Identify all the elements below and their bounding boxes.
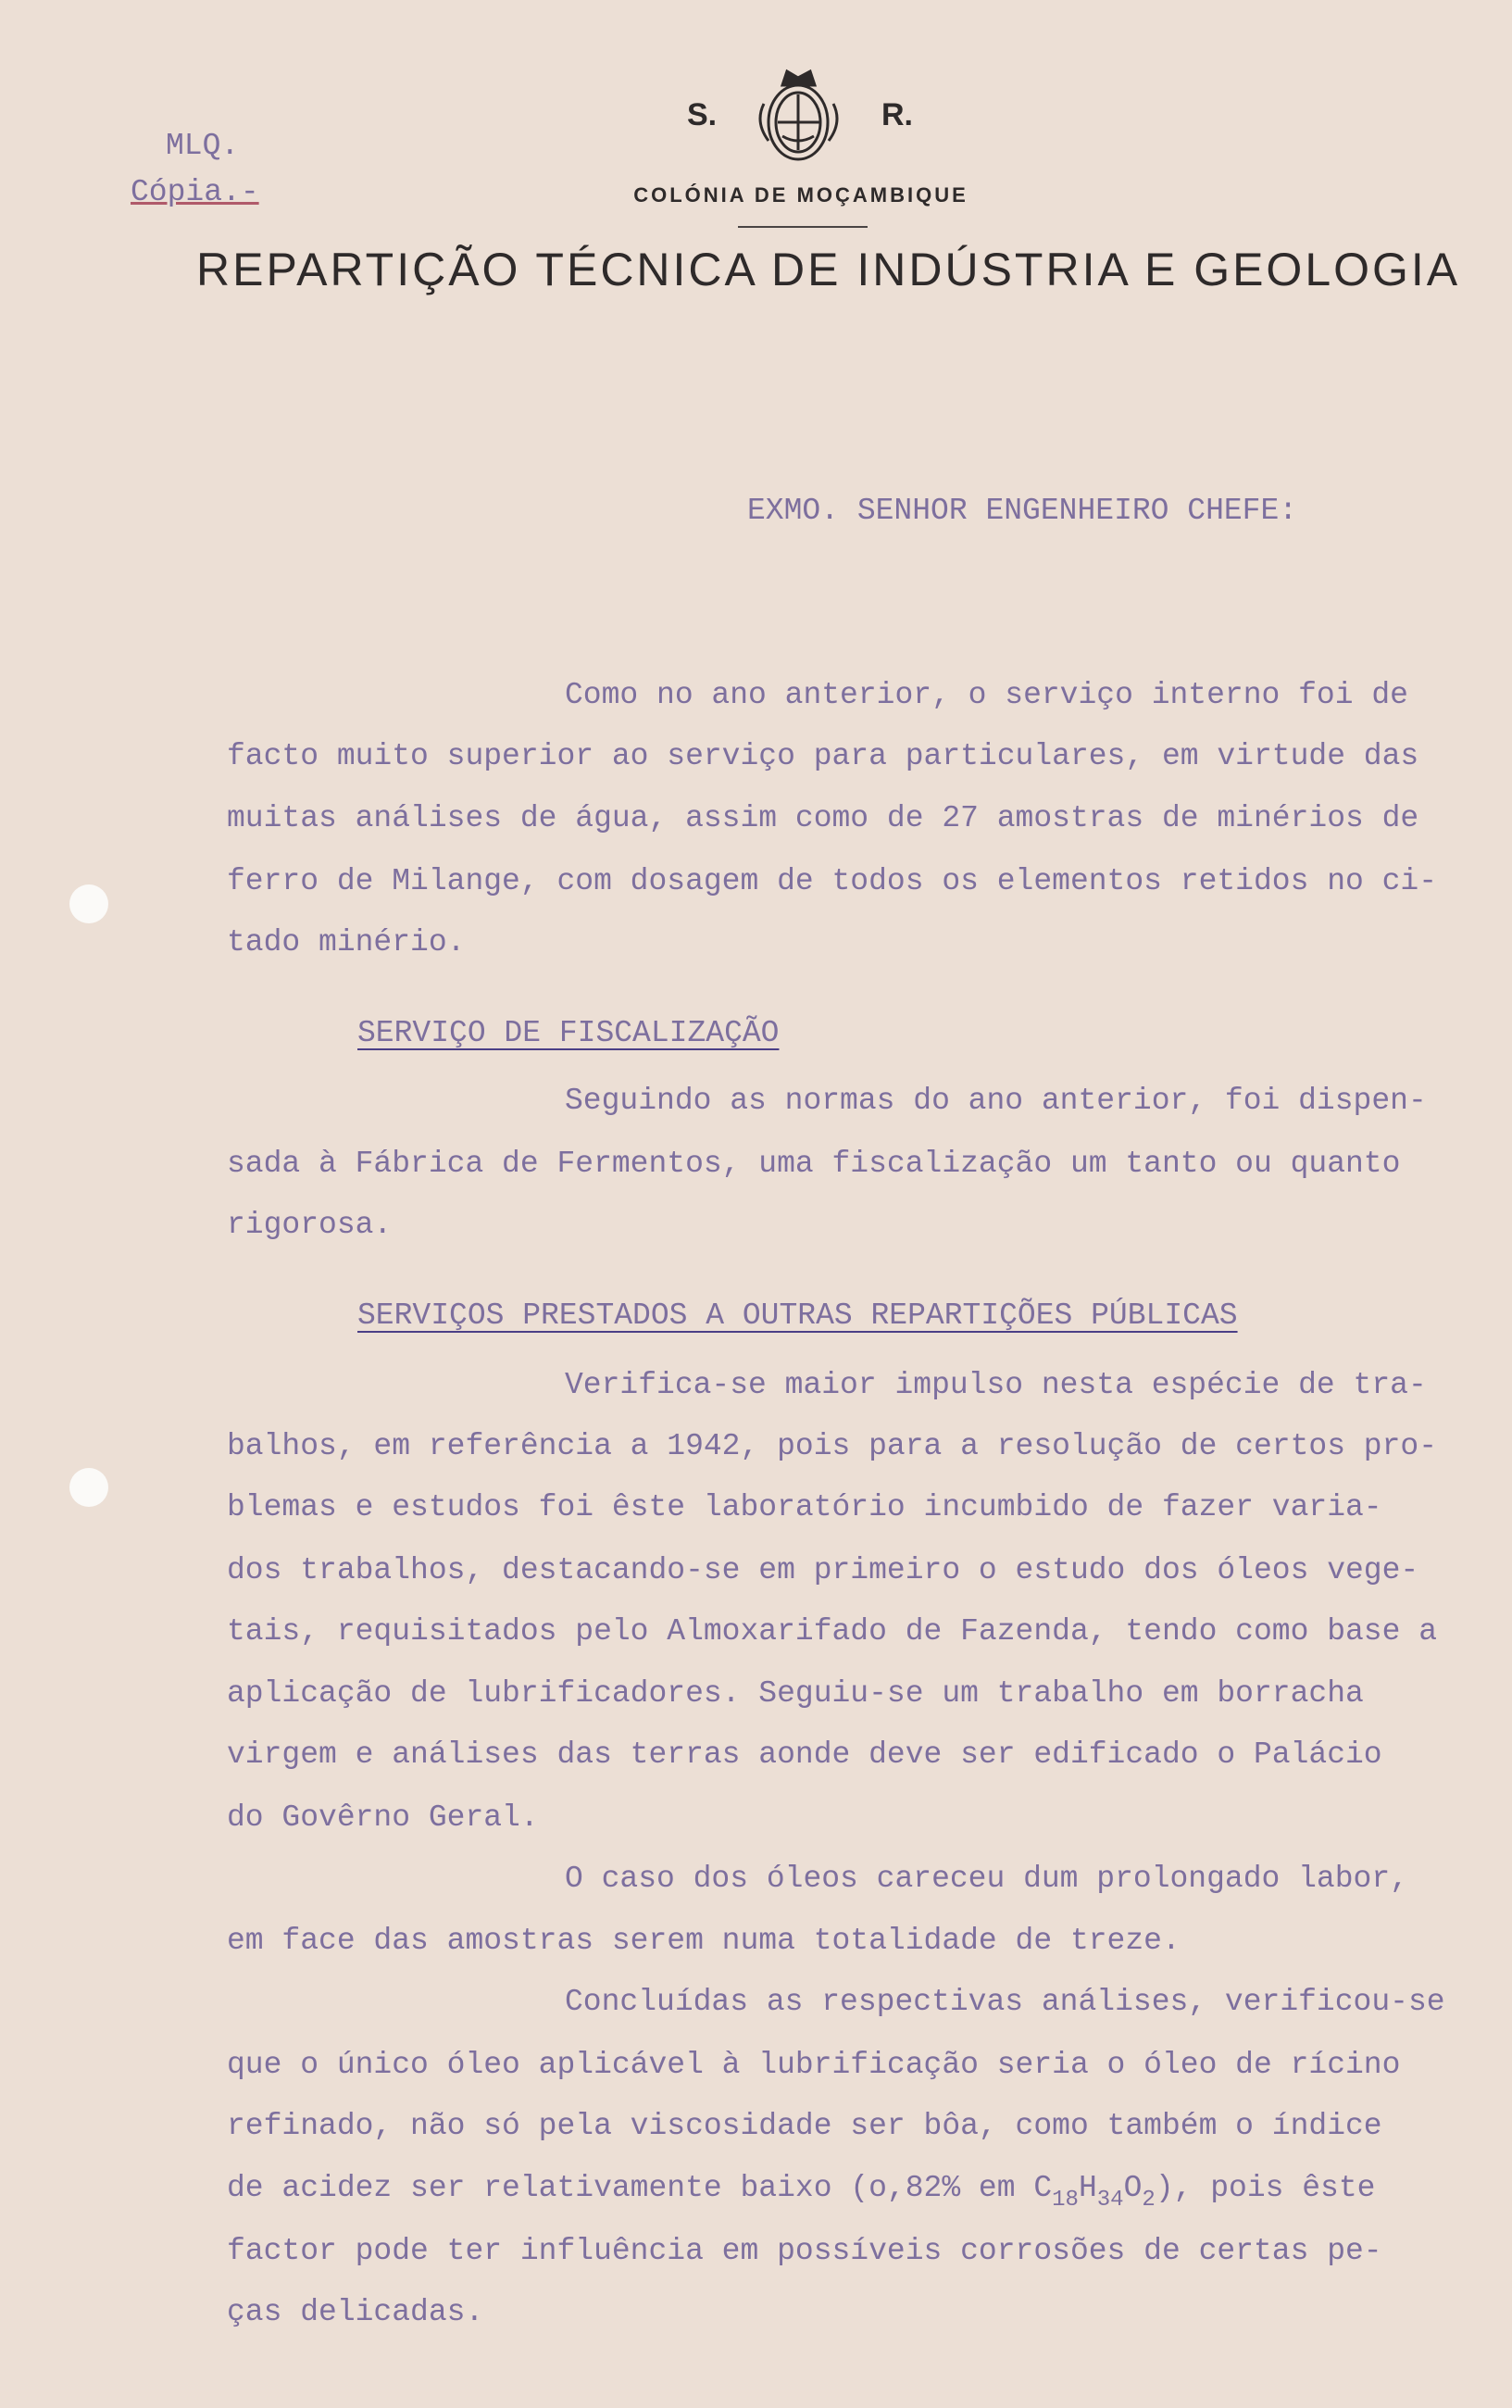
formula-h: H — [1078, 2171, 1097, 2205]
body-text-line: rigorosa. — [227, 1208, 393, 1242]
body-text-line: ferro de Milange, com dosagem de todos os elementos retidos no ci- — [227, 864, 1438, 898]
subscript: 34 — [1096, 2188, 1124, 2213]
body-text-line: Como no ano anterior, o serviço interno foi de — [565, 678, 1408, 712]
section-heading-fiscalizacao: SERVIÇO DE FISCALIZAÇÃO — [357, 1016, 780, 1050]
body-text-line: Concluídas as respectivas análises, verificou-se — [565, 1985, 1445, 2019]
department-title: REPARTIÇÃO TÉCNICA DE INDÚSTRIA E GEOLOGIA — [196, 244, 1461, 295]
body-text-line: facto muito superior ao serviço para particulares, em virtude das — [227, 739, 1419, 773]
formula-line — [227, 2170, 1376, 2213]
letterhead-right-initial: R. — [881, 97, 913, 132]
body-text-line: tado minério. — [227, 925, 466, 959]
body-text-line: O caso dos óleos careceu dum prolongado labor, — [565, 1862, 1408, 1896]
letterhead-divider — [738, 226, 868, 228]
body-text-line: que o único óleo aplicável à lubrificação seria o óleo de rícino — [227, 2048, 1401, 2082]
reference-note: MLQ. — [166, 129, 240, 163]
body-text-line: Seguindo as normas do ano anterior, foi dispen- — [565, 1084, 1427, 1118]
formula-pre: de acidez ser relativamente baixo (o,82% em C — [227, 2171, 1053, 2205]
formula-o: O — [1123, 2171, 1143, 2205]
copy-note: Cópia.- — [131, 175, 259, 209]
body-text-line: em face das amostras serem numa totalidade de treze. — [227, 1924, 1181, 1958]
body-text-line: factor pode ter influência em possíveis corrosões de certas pe- — [227, 2234, 1382, 2268]
body-text-line: dos trabalhos, destacando-se em primeiro o estudo dos óleos vege- — [227, 1553, 1419, 1587]
punch-hole — [69, 1468, 108, 1507]
colony-name: COLÓNIA DE MOÇAMBIQUE — [633, 183, 968, 207]
body-text-line: Verifica-se maior impulso nesta espécie de tra- — [565, 1368, 1427, 1402]
punch-hole — [69, 884, 108, 923]
body-text-line: refinado, não só pela viscosidade ser bôa, como também o índice — [227, 2109, 1382, 2143]
body-text-line: virgem e análises das terras aonde deve ser edificado o Palácio — [227, 1737, 1382, 1772]
section-heading-servicos: SERVIÇOS PRESTADOS A OUTRAS REPARTIÇÕES PÚBLICAS — [357, 1298, 1238, 1333]
body-text-line: balhos, em referência a 1942, pois para a resolução de certos pro- — [227, 1429, 1438, 1463]
body-text-line: blemas e estudos foi êste laboratório incumbido de fazer varia- — [227, 1490, 1382, 1524]
body-text-line: aplicação de lubrificadores. Seguiu-se um trabalho em borracha — [227, 1676, 1364, 1711]
subscript: 18 — [1052, 2188, 1079, 2213]
body-text-line: do Govêrno Geral. — [227, 1800, 539, 1835]
formula-post: ), pois êste — [1155, 2171, 1376, 2205]
body-text-line: tais, requisitados pelo Almoxarifado de Fazenda, tendo como base a — [227, 1614, 1438, 1649]
coat-of-arms-emblem — [745, 67, 852, 169]
body-text-line: ças delicadas. — [227, 2295, 484, 2329]
letterhead-left-initial: S. — [687, 97, 718, 132]
subscript: 2 — [1142, 2188, 1156, 2213]
body-text-line: muitas análises de água, assim como de 27 amostras de minérios de — [227, 801, 1419, 835]
salutation: EXMO. SENHOR ENGENHEIRO CHEFE: — [747, 494, 1298, 528]
body-text-line: sada à Fábrica de Fermentos, uma fiscalização um tanto ou quanto — [227, 1147, 1401, 1181]
